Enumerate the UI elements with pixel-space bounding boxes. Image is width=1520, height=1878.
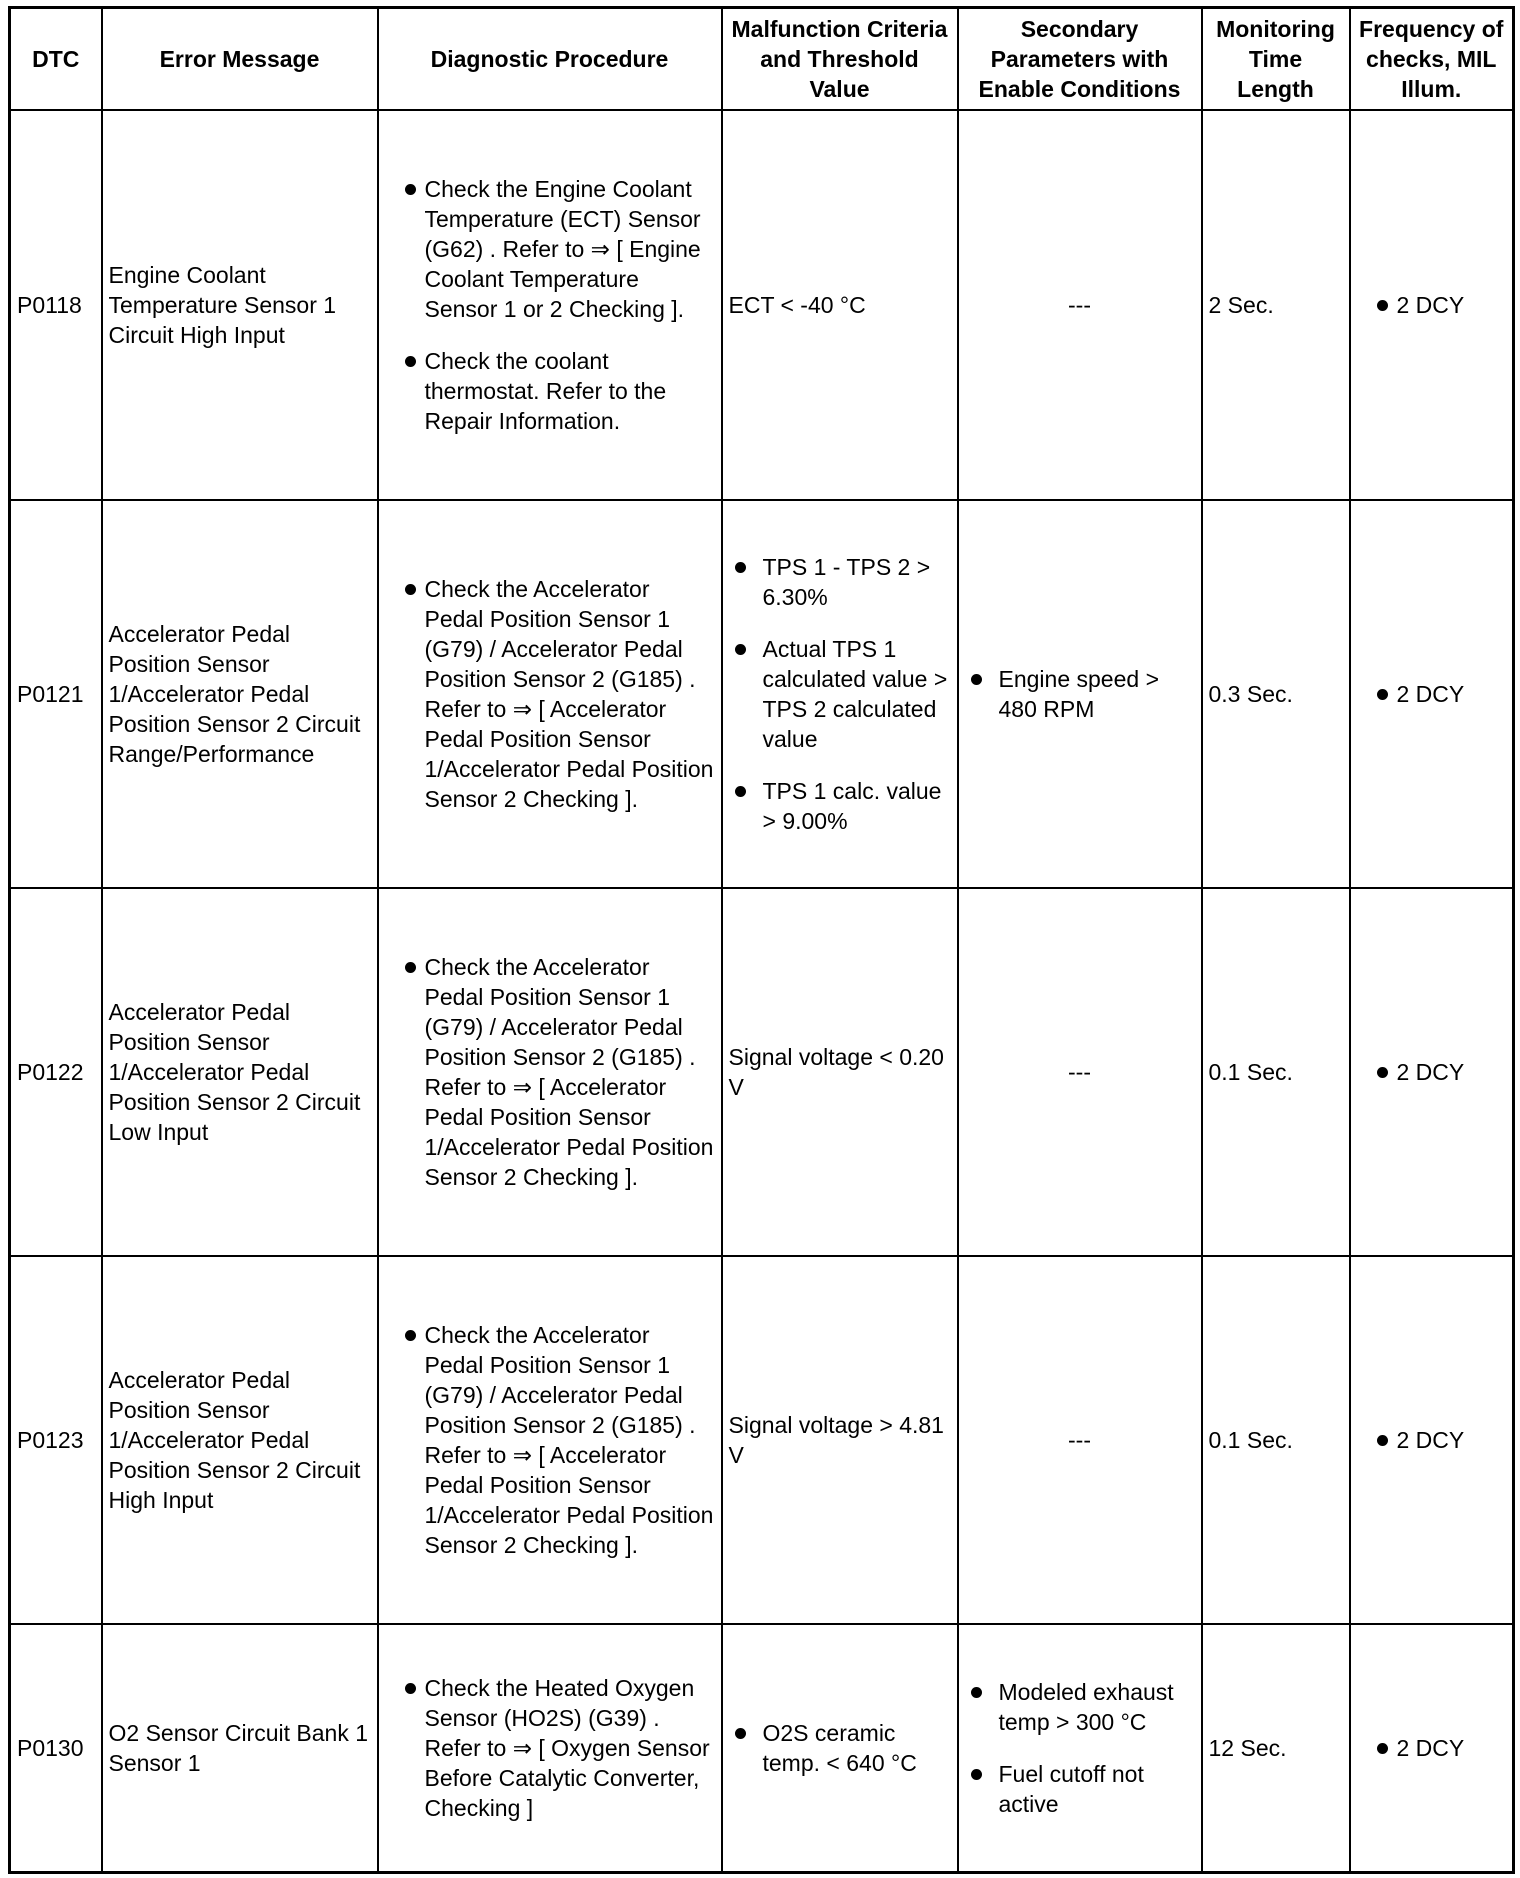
criteria-item: TPS 1 calc. value > 9.00% (729, 776, 951, 836)
procedure-step: Check the Accelerator Pedal Position Sensor 1 (G79) / Accelerator Pedal Position Sensor 2 (G185) . Refer to ⇒ [ Accelerator Pedal Position Sensor 1/Accelerator Pedal Position Sensor 2 Checking ]. (385, 574, 715, 814)
header-secondary-parameters: Secondary Parameters with Enable Conditions (958, 8, 1202, 111)
error-message: Accelerator Pedal Position Sensor 1/Accelerator Pedal Position Sensor 2 Circuit Low Input (102, 888, 378, 1256)
dtc-table (8, 6, 1515, 1874)
frequency (1350, 1624, 1514, 1873)
error-message: Engine Coolant Temperature Sensor 1 Circuit High Input (102, 110, 378, 500)
diagnostic-procedure (378, 1256, 722, 1624)
criteria-item: TPS 1 - TPS 2 > 6.30% (729, 552, 951, 612)
table-row (10, 1624, 1514, 1873)
frequency-item: 2 DCY (1357, 1733, 1507, 1763)
table-row (10, 110, 1514, 500)
procedure-step: Check the coolant thermostat. Refer to the Repair Information. (385, 346, 715, 436)
malfunction-criteria: Signal voltage > 4.81 V (722, 1256, 958, 1624)
frequency (1350, 110, 1514, 500)
monitoring-time: 12 Sec. (1202, 1624, 1350, 1873)
secondary-item: Engine speed > 480 RPM (965, 664, 1195, 724)
monitoring-time: 0.3 Sec. (1202, 500, 1350, 888)
diagnostic-procedure (378, 1624, 722, 1873)
malfunction-criteria (722, 500, 958, 888)
dtc-code: P0121 (10, 500, 102, 888)
dtc-code: P0118 (10, 110, 102, 500)
table-row (10, 1256, 1514, 1624)
frequency-item: 2 DCY (1357, 1425, 1507, 1455)
frequency-item: 2 DCY (1357, 290, 1507, 320)
frequency (1350, 1256, 1514, 1624)
monitoring-time: 0.1 Sec. (1202, 1256, 1350, 1624)
table-row (10, 500, 1514, 888)
malfunction-criteria: Signal voltage < 0.20 V (722, 888, 958, 1256)
monitoring-time: 0.1 Sec. (1202, 888, 1350, 1256)
malfunction-criteria (722, 1624, 958, 1873)
dtc-code: P0123 (10, 1256, 102, 1624)
frequency (1350, 500, 1514, 888)
frequency-item: 2 DCY (1357, 1057, 1507, 1087)
secondary-parameters (958, 1624, 1202, 1873)
header-error-message: Error Message (102, 8, 378, 111)
error-message: O2 Sensor Circuit Bank 1 Sensor 1 (102, 1624, 378, 1873)
monitoring-time: 2 Sec. (1202, 110, 1350, 500)
table-header (10, 8, 1514, 111)
header-diagnostic-procedure: Diagnostic Procedure (378, 8, 722, 111)
secondary-parameters: --- (958, 1256, 1202, 1624)
criteria-item: Actual TPS 1 calculated value > TPS 2 calculated value (729, 634, 951, 754)
secondary-parameters (958, 500, 1202, 888)
procedure-step: Check the Accelerator Pedal Position Sensor 1 (G79) / Accelerator Pedal Position Sensor 2 (G185) . Refer to ⇒ [ Accelerator Pedal Position Sensor 1/Accelerator Pedal Position Sensor 2 Checking ]. (385, 1320, 715, 1560)
header-dtc: DTC (10, 8, 102, 111)
procedure-step: Check the Engine Coolant Temperature (ECT) Sensor (G62) . Refer to ⇒ [ Engine Coolant Temperature Sensor 1 or 2 Checking ]. (385, 174, 715, 324)
diagnostic-procedure (378, 888, 722, 1256)
dtc-code: P0130 (10, 1624, 102, 1873)
diagnostic-procedure (378, 110, 722, 500)
error-message: Accelerator Pedal Position Sensor 1/Accelerator Pedal Position Sensor 2 Circuit Range/Performance (102, 500, 378, 888)
secondary-parameters: --- (958, 888, 1202, 1256)
secondary-parameters: --- (958, 110, 1202, 500)
frequency-item: 2 DCY (1357, 679, 1507, 709)
dtc-code: P0122 (10, 888, 102, 1256)
criteria-item: O2S ceramic temp. < 640 °C (729, 1718, 951, 1778)
header-monitoring-time: Monitoring Time Length (1202, 8, 1350, 111)
frequency (1350, 888, 1514, 1256)
secondary-item: Fuel cutoff not active (965, 1759, 1195, 1819)
diagnostic-procedure (378, 500, 722, 888)
table-row (10, 888, 1514, 1256)
secondary-item: Modeled exhaust temp > 300 °C (965, 1677, 1195, 1737)
procedure-step: Check the Heated Oxygen Sensor (HO2S) (G39) . Refer to ⇒ [ Oxygen Sensor Before Catalytic Converter, Checking ] (385, 1673, 715, 1823)
header-malfunction-criteria: Malfunction Criteria and Threshold Value (722, 8, 958, 111)
header-frequency: Frequency of checks, MIL Illum. (1350, 8, 1514, 111)
error-message: Accelerator Pedal Position Sensor 1/Accelerator Pedal Position Sensor 2 Circuit High Input (102, 1256, 378, 1624)
malfunction-criteria: ECT < -40 °C (722, 110, 958, 500)
procedure-step: Check the Accelerator Pedal Position Sensor 1 (G79) / Accelerator Pedal Position Sensor 2 (G185) . Refer to ⇒ [ Accelerator Pedal Position Sensor 1/Accelerator Pedal Position Sensor 2 Checking ]. (385, 952, 715, 1192)
